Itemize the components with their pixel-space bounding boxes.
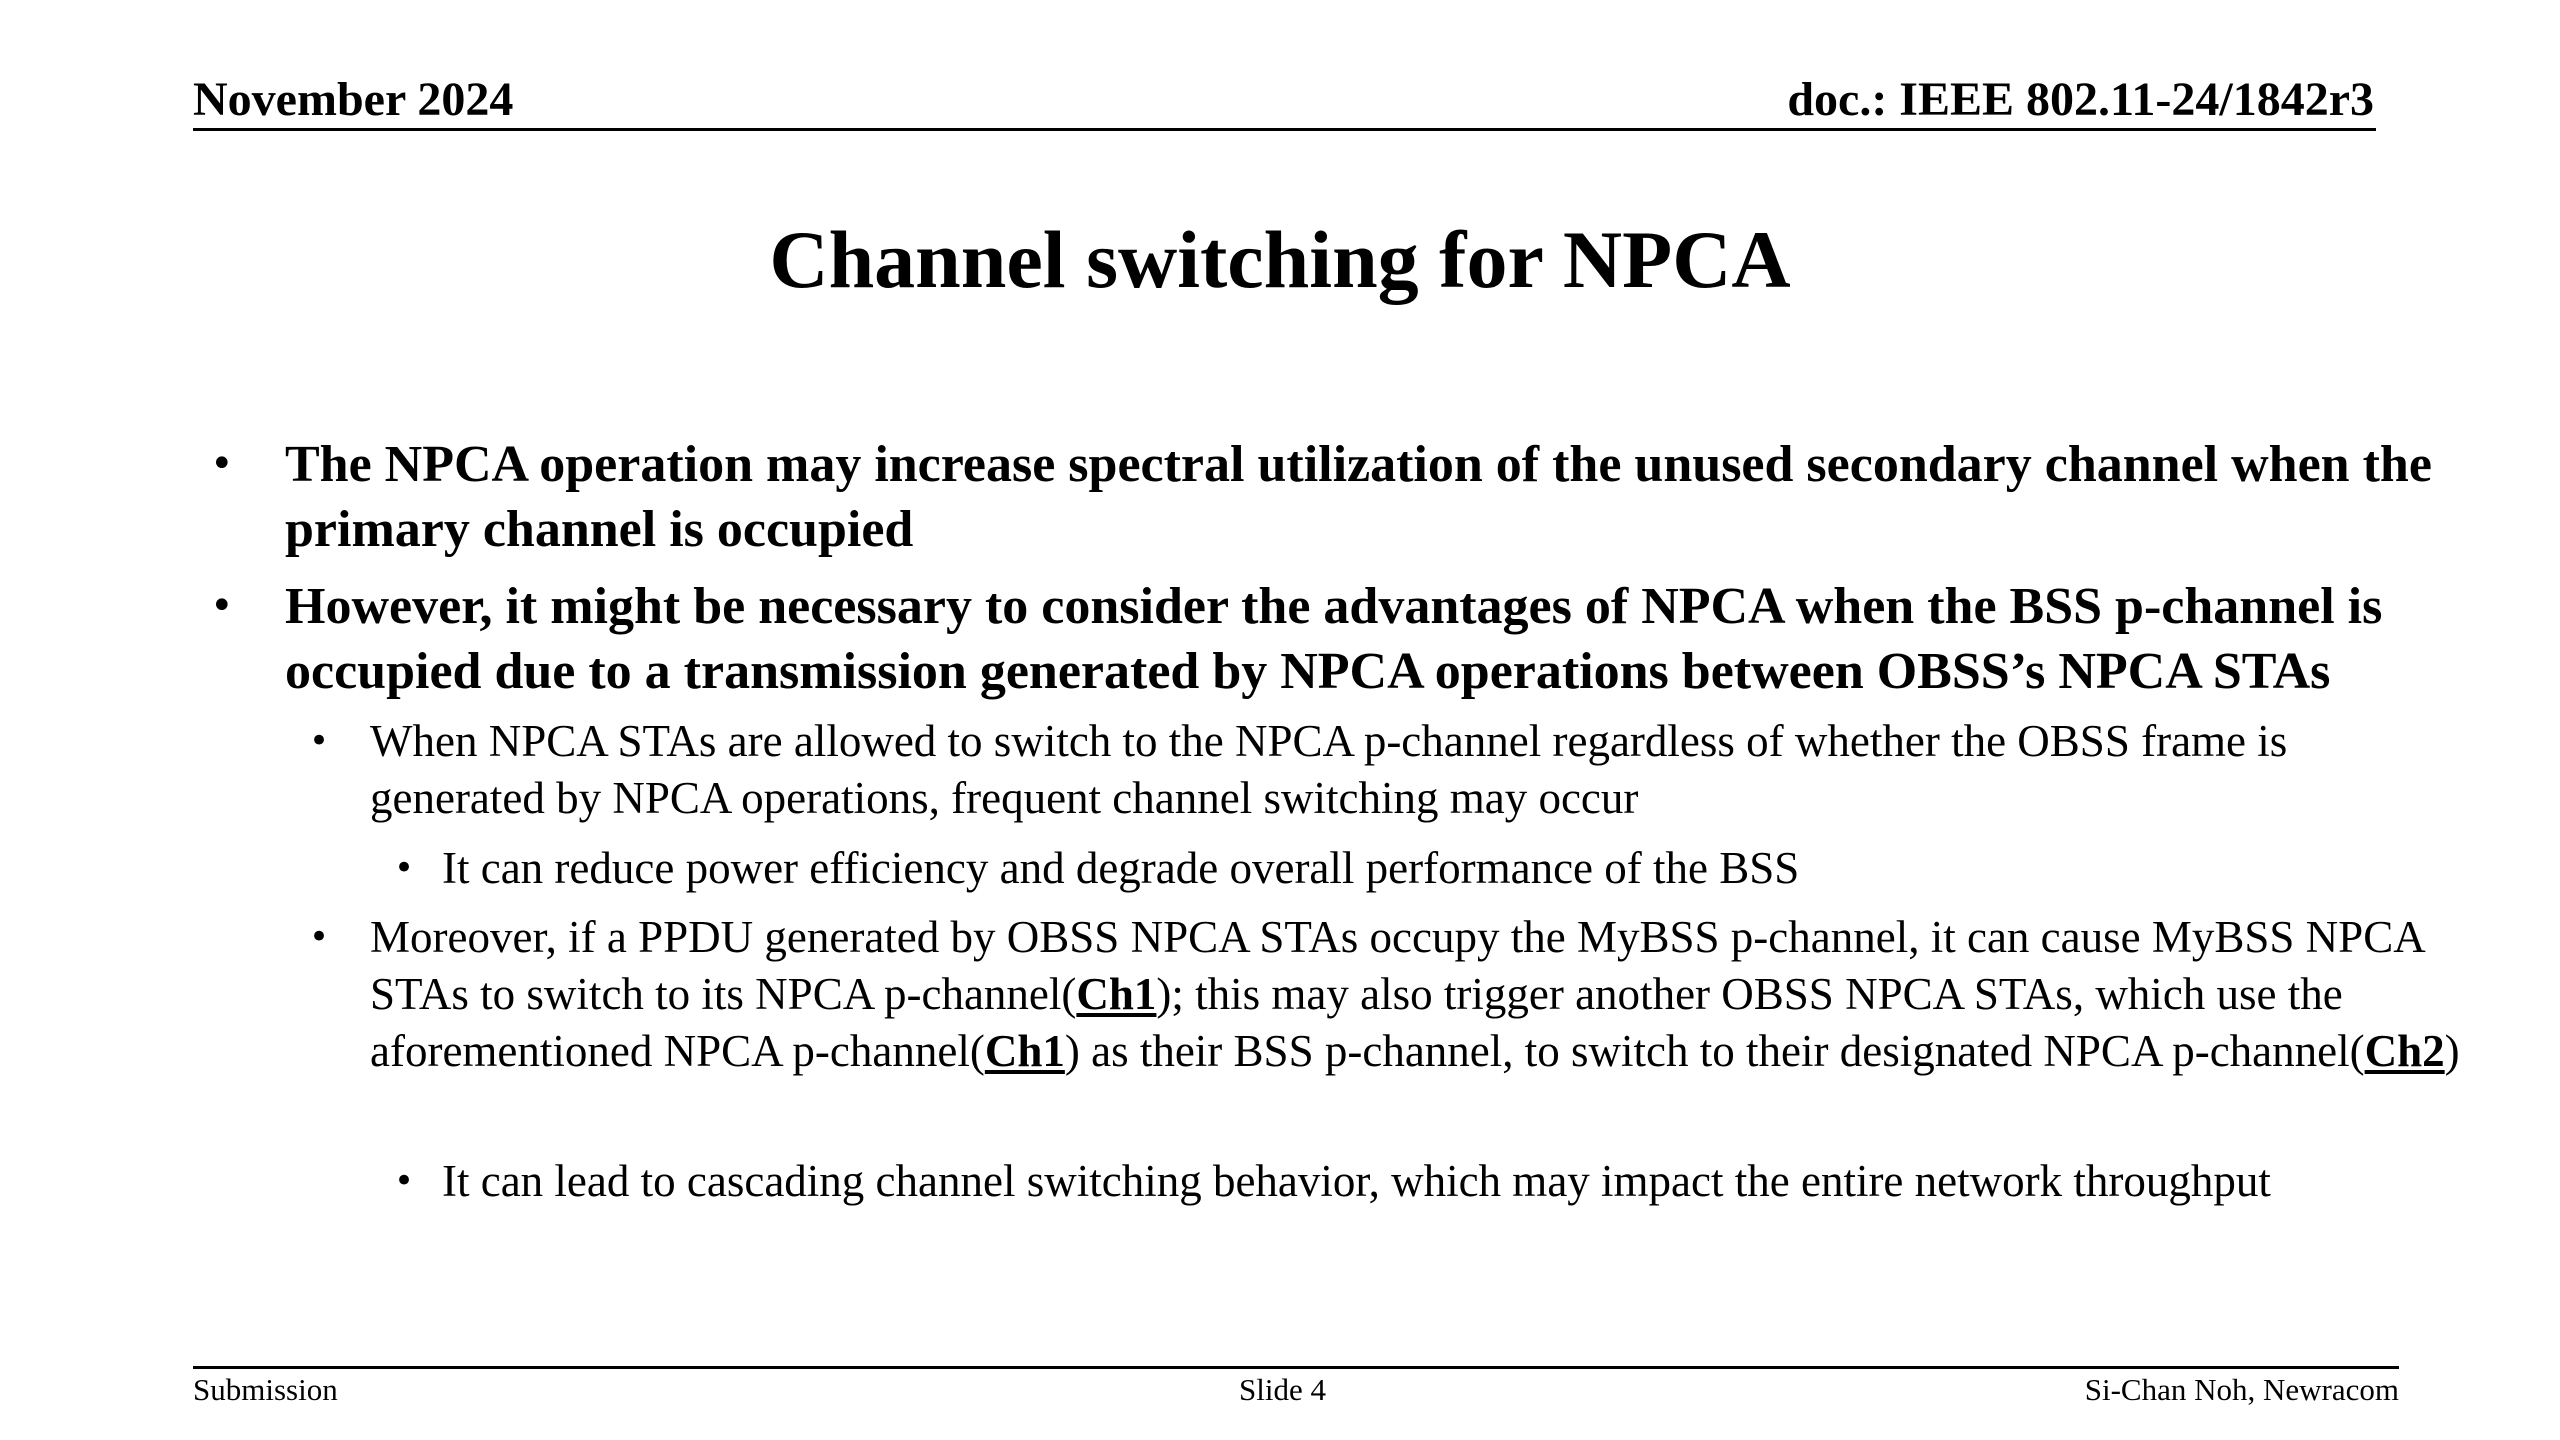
bullet-network-throughput: It can lead to cascading channel switching behavior, which may impact the entire network throughput xyxy=(442,1156,2271,1206)
header-doc-id: doc.: IEEE 802.11-24/1842r3 xyxy=(1787,73,2374,126)
channel-ref-ch1: Ch1 xyxy=(1076,969,1157,1019)
bullet-spectral-utilization: The NPCA operation may increase spectral utilization of the unused secondary channel when the primary channel is occupied xyxy=(285,436,2432,558)
channel-ref-ch1: Ch1 xyxy=(984,1026,1065,1076)
bullet-marker: • xyxy=(394,848,415,888)
bullet-power-efficiency: It can reduce power efficiency and degrade overall performance of the BSS xyxy=(442,843,1800,893)
bullet-marker: • xyxy=(210,583,234,629)
footer-submission: Submission xyxy=(193,1372,338,1407)
text-segment: ); this may also trigger another OBSS NPCA STAs, which use the aforementioned NPCA p-channel( xyxy=(370,969,2343,1076)
bullet-marker: • xyxy=(210,441,234,487)
header-date: November 2024 xyxy=(193,73,514,126)
footer-slide-number: Slide 4 xyxy=(1239,1372,1326,1407)
bullet-cascading-trigger xyxy=(370,909,2470,1080)
text-segment: ) xyxy=(2444,1026,2460,1076)
bullet-frequent-switching: When NPCA STAs are allowed to switch to the NPCA p-channel regardless of whether the OBSS frame is generated by NPCA operations, frequent channel switching may occur xyxy=(370,716,2288,823)
text-segment: Moreover, if a PPDU generated by OBSS NPCA STAs occupy the MyBSS p-channel, it can cause MyBSS NPCA STAs to switch to its NPCA p-channel( xyxy=(370,912,2424,1019)
slide-title: Channel switching for NPCA xyxy=(769,214,1791,305)
footer-author: Si-Chan Noh, Newracom xyxy=(2084,1372,2399,1407)
bullet-marker: • xyxy=(394,1161,415,1201)
text-segment: ) as their BSS p-channel, to switch to their designated NPCA p-channel( xyxy=(1064,1026,2365,1076)
bullet-marker: • xyxy=(309,917,330,957)
bullet-marker: • xyxy=(309,721,330,761)
bullet-npca-advantages: However, it might be necessary to consider the advantages of NPCA when the BSS p-channel is occupied due to a transmission generated by NPCA operations between OBSS’s NPCA STAs xyxy=(285,578,2383,700)
footer-divider xyxy=(193,1366,2399,1369)
channel-ref-ch2: Ch2 xyxy=(2364,1026,2445,1076)
